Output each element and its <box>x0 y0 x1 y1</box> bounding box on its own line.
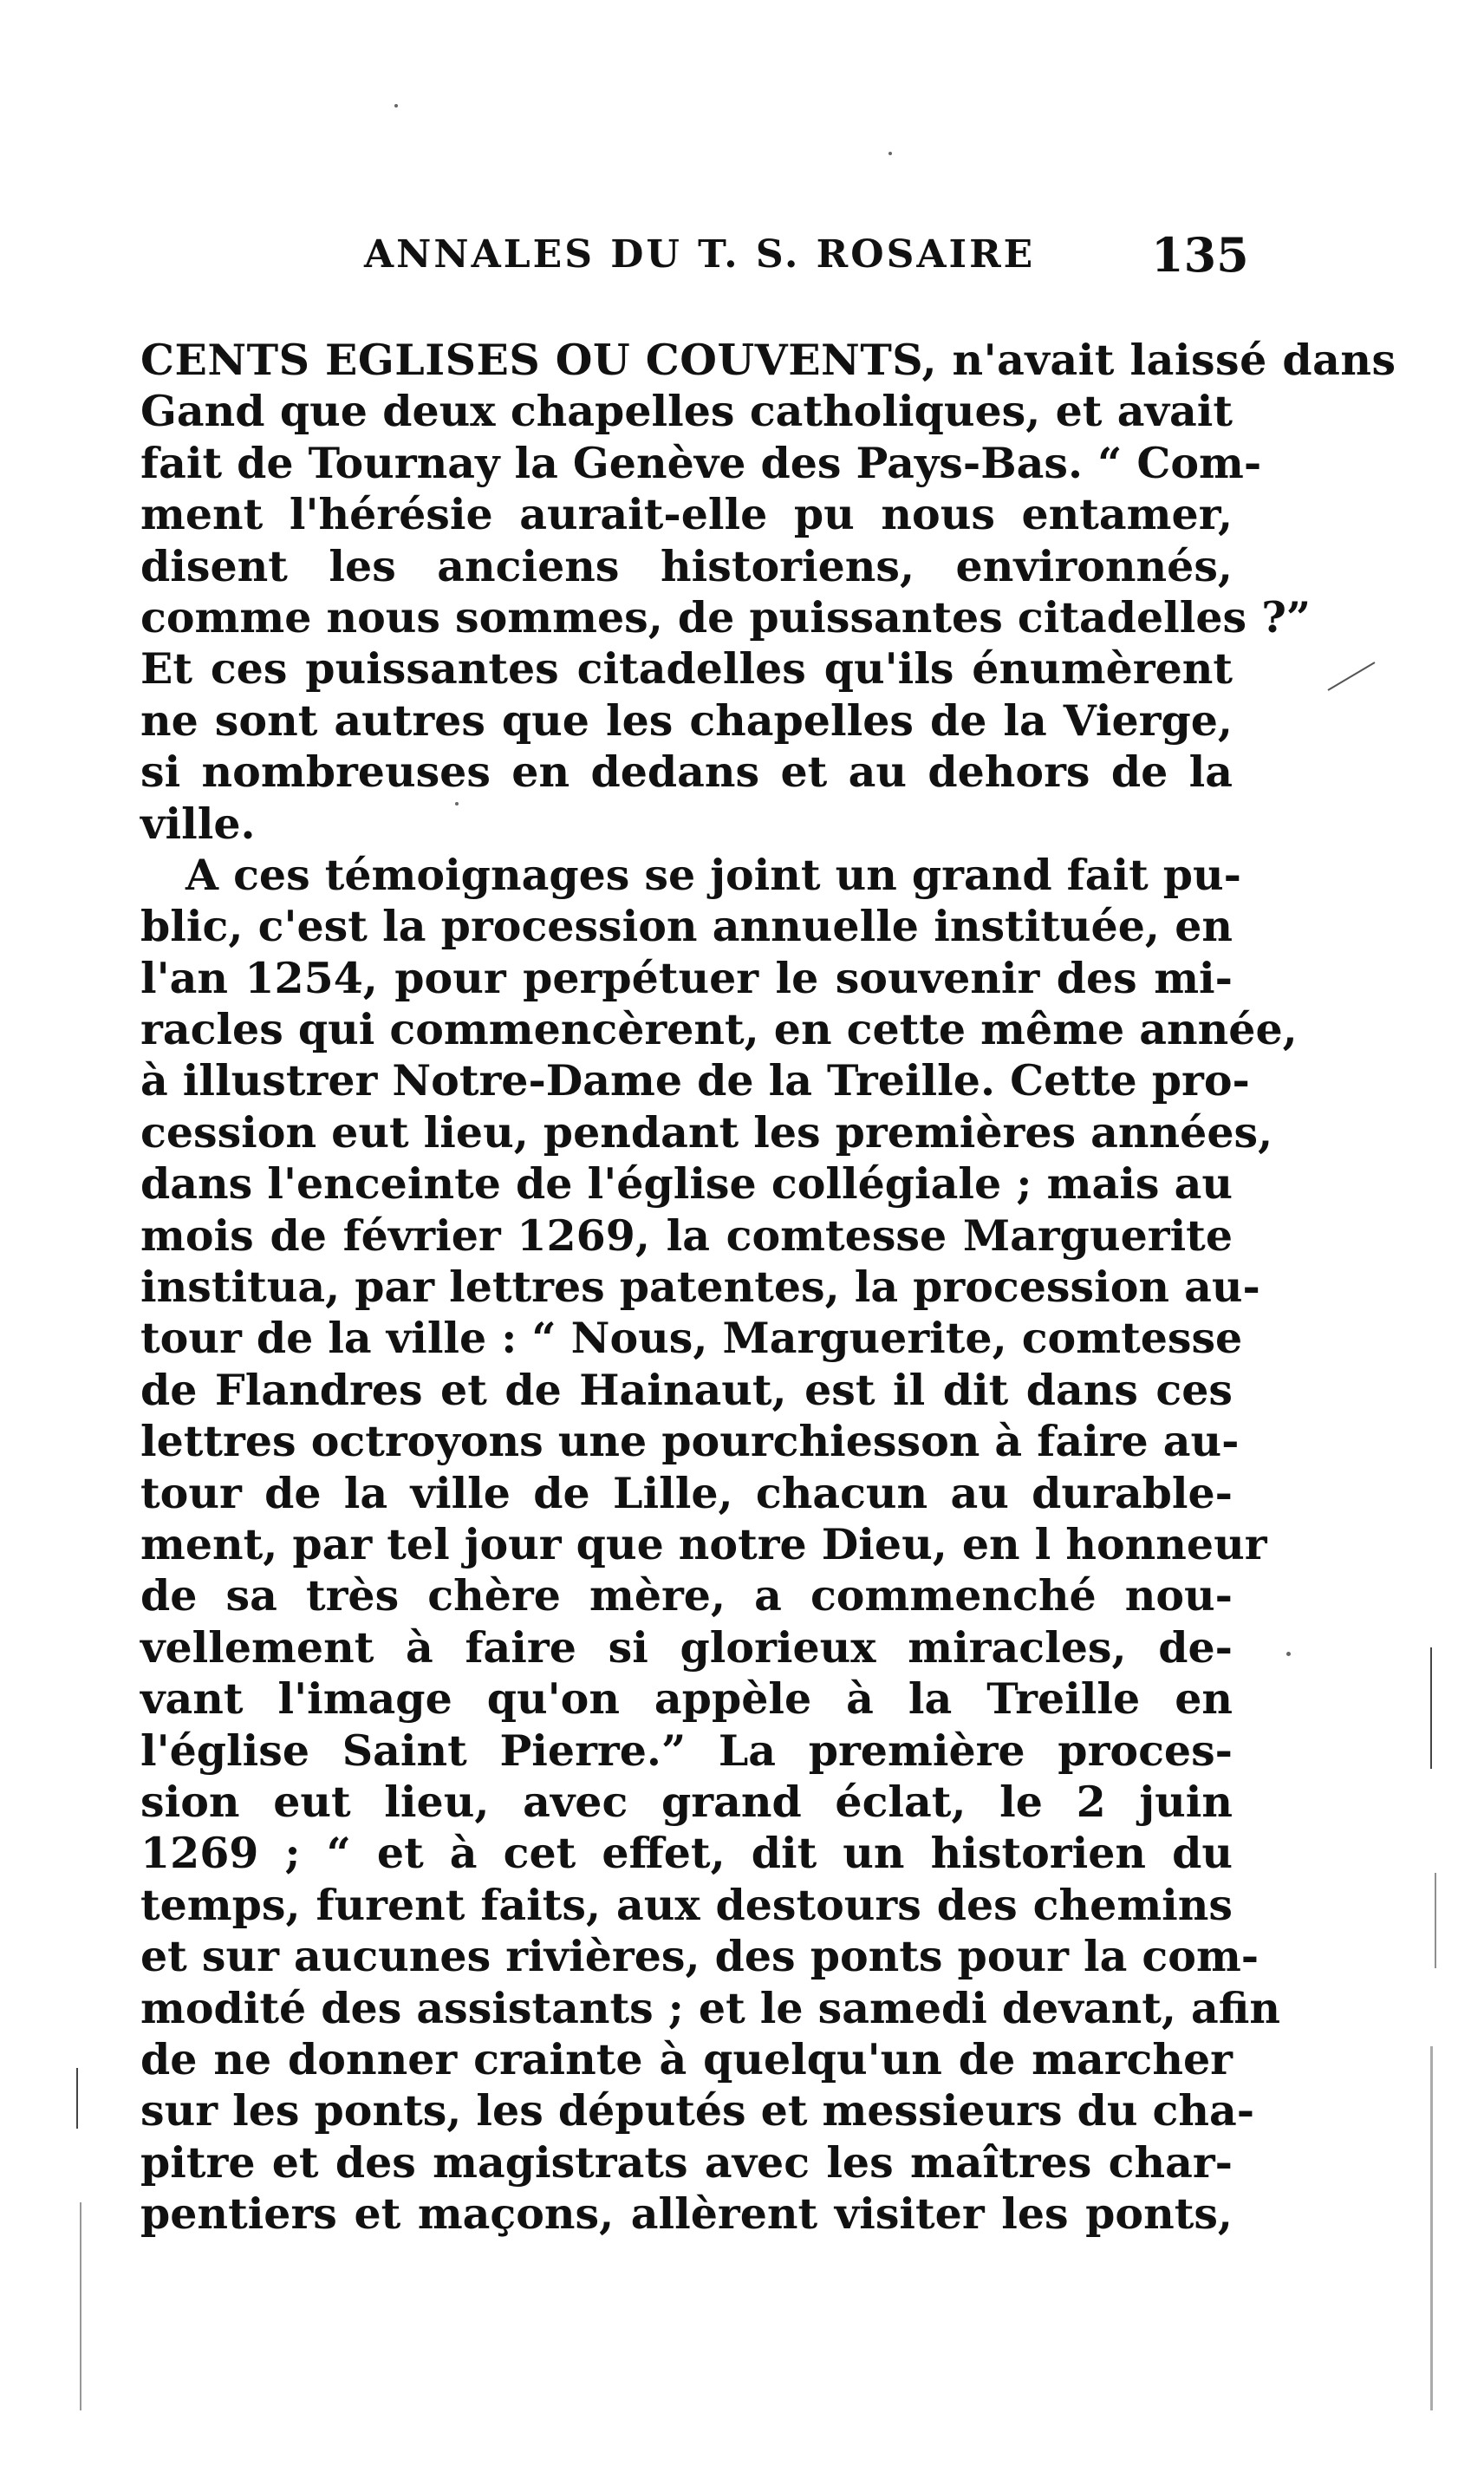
text-line: fait de Tournay la Genève des Pays-Bas. “ Com- <box>140 437 1262 488</box>
running-header <box>139 227 1266 293</box>
text-line: Et ces puissantes citadelles qu'ils énumèrent <box>140 643 1233 695</box>
text-line: ne sont autres que les chapelles de la Vierge, <box>140 695 1233 746</box>
text-line: mois de février 1269, la comtesse Marguerite <box>140 1210 1233 1261</box>
text-line: comme nous sommes, de puissantes citadelles ?” <box>140 591 1312 642</box>
right-edge-mark <box>1430 2046 1433 2410</box>
text-line: Gand que deux chapelles catholiques, et avait <box>140 386 1233 437</box>
text-line: à illustrer Notre-Dame de la Treille. Cette pro- <box>140 1055 1250 1106</box>
running-title: ANNALES DU T. S. ROSAIRE <box>364 232 1036 277</box>
text-line: ment l'hérésie aurait-elle pu nous entamer, <box>140 489 1233 540</box>
scan-speck <box>888 152 892 155</box>
text-line: A ces témoignages se joint un grand fait pu- <box>186 849 1242 900</box>
text-line: sur les ponts, les députés et messieurs du cha- <box>140 2085 1255 2136</box>
text-line: modité des assistants ; et le samedi devant, afin <box>140 1982 1280 2033</box>
text-line: ment, par tel jour que notre Dieu, en l honneur <box>140 1518 1267 1569</box>
text-line: blic, c'est la procession annuelle instituée, en <box>140 901 1233 952</box>
text-line: tour de la ville : “ Nous, Marguerite, comtesse <box>140 1313 1243 1364</box>
page-number: 135 <box>1151 227 1249 283</box>
text-line: de Flandres et de Hainaut, est il dit dans ces <box>140 1364 1233 1415</box>
text-line: 1269 ; “ et à cet effet, dit un historien du <box>140 1828 1233 1879</box>
body-text <box>140 335 1396 2240</box>
text-line: disent les anciens historiens, environnés, <box>140 540 1233 591</box>
text-line: de ne donner crainte à quelqu'un de marcher <box>140 2033 1233 2084</box>
text-line: CENTS EGLISES OU COUVENTS, n'avait laissé dans <box>140 335 1396 385</box>
text-line: lettres octroyons une pourchiesson à faire au- <box>140 1416 1240 1467</box>
scan-speck <box>455 802 459 806</box>
text-line: tour de la ville de Lille, chacun au durable- <box>140 1467 1233 1518</box>
text-line: pitre et des magistrats avec les maîtres char- <box>140 2136 1233 2188</box>
text-line: ville. <box>140 798 256 849</box>
text-line: cession eut lieu, pendant les premières années, <box>140 1106 1273 1158</box>
left-edge-mark <box>80 2202 81 2410</box>
text-line: l'église Saint Pierre.” La première proces- <box>140 1725 1233 1776</box>
text-line: l'an 1254, pour perpétuer le souvenir des mi- <box>140 952 1233 1003</box>
text-line: sion eut lieu, avec grand éclat, le 2 juin <box>140 1776 1233 1827</box>
right-edge-mark <box>1435 1873 1436 1968</box>
scan-speck <box>394 104 398 108</box>
text-line: pentiers et maçons, allèrent visiter les ponts, <box>140 2188 1233 2240</box>
text-line: vellement à faire si glorieux miracles, de- <box>140 1621 1233 1673</box>
text-line: dans l'enceinte de l'église collégiale ; mais au <box>140 1158 1233 1210</box>
text-line: et sur aucunes rivières, des ponts pour la com- <box>140 1931 1259 1982</box>
text-line: racles qui commencèrent, en cette même année, <box>140 1004 1298 1055</box>
right-edge-mark <box>1430 1647 1432 1769</box>
text-line: de sa très chère mère, a commenché nou- <box>140 1570 1233 1621</box>
text-line: vant l'image qu'on appèle à la Treille en <box>140 1673 1233 1725</box>
text-line: si nombreuses en dedans et au dehors de la <box>140 747 1233 798</box>
text-line: temps, furent faits, aux destours des chemins <box>140 1879 1233 1930</box>
margin-pencil-mark <box>1326 659 1378 694</box>
left-edge-mark <box>76 2068 78 2129</box>
text-line: institua, par lettres patentes, la procession au- <box>140 1262 1260 1313</box>
scan-speck <box>1286 1652 1291 1656</box>
